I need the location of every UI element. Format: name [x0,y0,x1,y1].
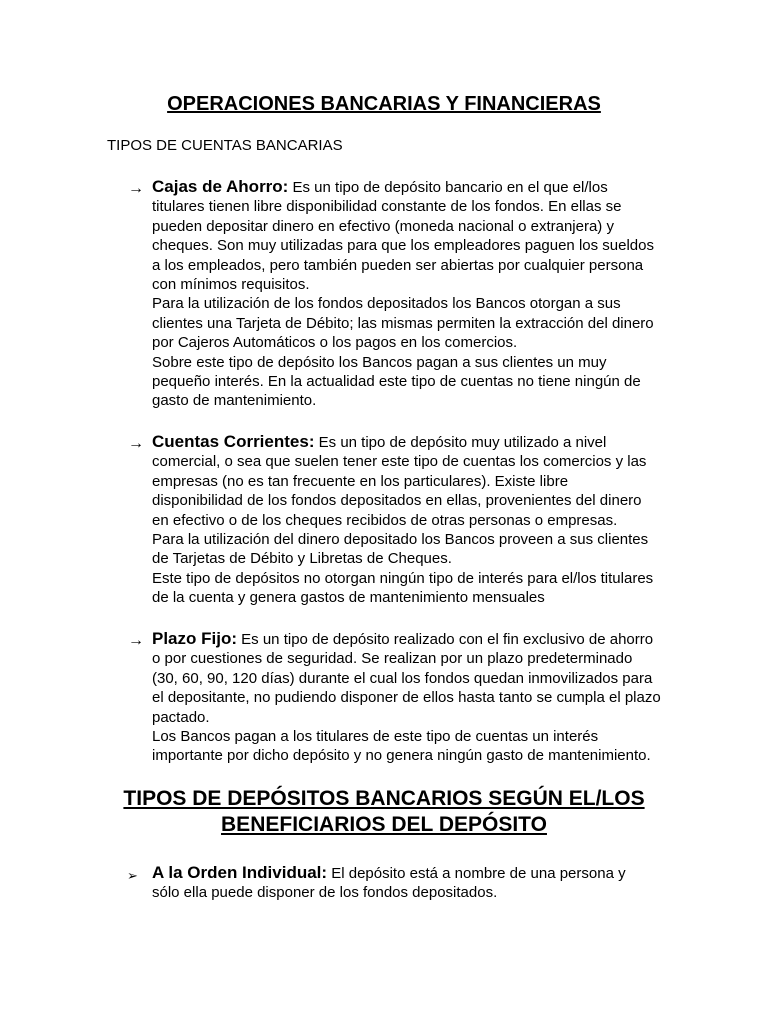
entry-paragraph: Sobre este tipo de depósito los Bancos pagan a sus clientes un muy pequeño interés. En la actualidad este tipo de cuentas no tiene ningún de gasto de mantenimiento. [152,353,641,410]
entry-paragraph [152,629,662,727]
entry-term: Cajas de Ahorro: [152,177,289,196]
entry-paragraph [152,177,662,294]
entry-cajas-de-ahorro [152,177,662,411]
arrow-bullet-icon: → [128,180,144,197]
arrow-bullet-icon: → [128,435,144,452]
section-heading-line: BENEFICIARIOS DEL DEPÓSITO [221,813,547,836]
chevron-bullet-icon: ➢ [127,868,138,883]
section-heading-tipos-de-cuentas: TIPOS DE CUENTAS BANCARIAS [107,137,343,154]
entry-text: Es un tipo de depósito muy utilizado a nivel comercial, o sea que suelen tener este tipo de cuentas los comercios y las empresas (no es tan frecuente en los particulares). Existe libre disponibilidad de los fondos depositados en ellas, provenientes del dinero en efectivo o de los cheques recibidos de otras personas o empresas. [152,434,647,529]
entry-term: Plazo Fijo: [152,629,237,648]
entry-paragraph: Para la utilización de los fondos depositados los Bancos otorgan a sus clientes una Tarjeta de Débito; las mismas permiten la extracción del dinero por Cajeros Automáticos o los pagos en los comercios. [152,295,654,352]
section-heading-line: TIPOS DE DEPÓSITOS BANCARIOS SEGÚN EL/LOS [123,787,645,810]
section-heading-tipos-de-depositos [0,786,768,838]
entry-text: Es un tipo de depósito bancario en el que el/los titulares tienen libre disponibilidad constante de los fondos. En ellas se pueden depositar dinero en efectivo (moneda nacional o extranjera) y cheques. Son muy utilizadas para que los empleadores paguen los sueldos a los empleados, pero también pueden ser abiertas por cualquier persona con mínimos requisitos. [152,179,654,294]
entry-text: El depósito está a nombre de una persona y sólo ella puede disponer de los fondos depositados. [152,865,626,902]
entry-a-la-orden-individual [152,863,652,903]
entry-plazo-fijo [152,629,662,766]
arrow-bullet-icon: → [128,632,144,649]
entry-paragraph [152,432,662,530]
entry-text: Es un tipo de depósito realizado con el fin exclusivo de ahorro o por cuestiones de seguridad. Se realizan por un plazo predeterminado (30, 60, 90, 120 días) durante el cual los fondos quedan inmovilizados para el depositante, no pudiendo disponer de ellos hasta tanto se cumpla el plazo pactado. [152,631,661,726]
document-title: OPERACIONES BANCARIAS Y FINANCIERAS [167,93,601,115]
entry-paragraph [152,863,652,903]
entry-term: A la Orden Individual: [152,863,328,882]
entry-term: Cuentas Corrientes: [152,432,315,451]
entry-cuentas-corrientes [152,432,662,608]
entry-paragraph: Para la utilización del dinero depositado los Bancos proveen a sus clientes de Tarjetas de Débito y Libretas de Cheques. [152,531,649,568]
entry-paragraph: Este tipo de depósitos no otorgan ningún tipo de interés para el/los titulares de la cuenta y genera gastos de mantenimiento mensuales [152,569,654,607]
entry-paragraph: Los Bancos pagan a los titulares de este tipo de cuentas un interés importante por dicho depósito y no genera ningún gasto de mantenimiento. [152,728,651,765]
